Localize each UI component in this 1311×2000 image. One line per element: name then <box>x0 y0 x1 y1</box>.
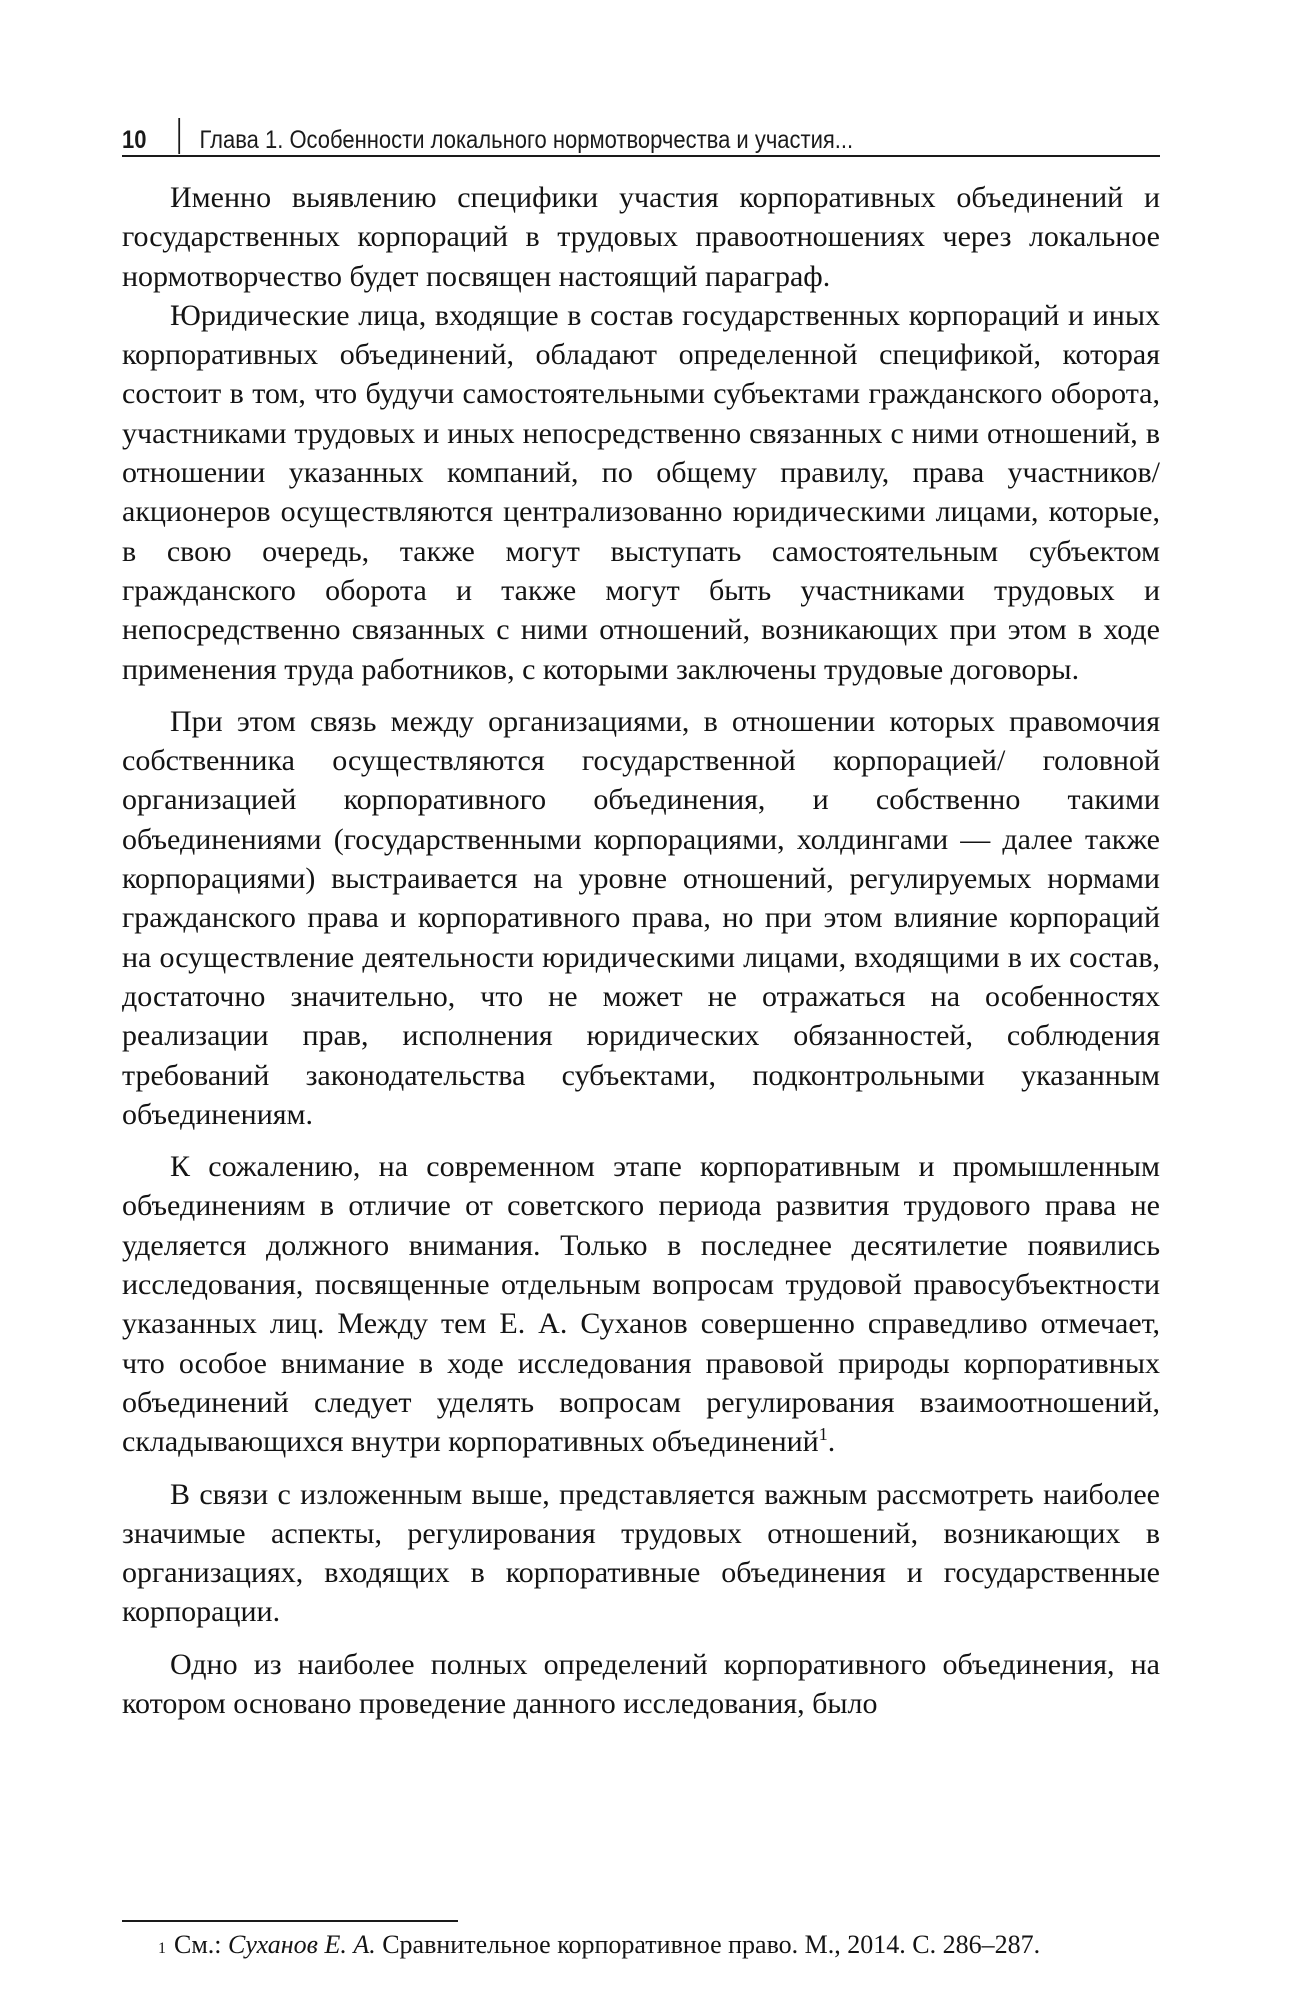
page-number: 10 <box>122 126 147 154</box>
footnote-mark: 1 <box>158 1940 166 1957</box>
footnote-rule <box>122 1920 458 1922</box>
header-separator <box>178 118 180 154</box>
footnote-prefix: См.: <box>174 1930 222 1959</box>
paragraph: К сожалению, на современном этапе корпоративным и промышленным объединениям в отличие от советского периода развития трудового права не уделяется должного внимания. Только в последнее десятилетие появились исследования, посвященные отдельным вопросам трудовой правосубъектности указанных лиц. Между тем Е. А. Суханов совершенно справедливо отмечает, что особое внимание в ходе исследования правовой природы корпоративных объединений следует уделять вопросам регулирования взаимоотношений, складывающихся внутри корпоративных объединений$^1$. <box>122 1150 1160 1459</box>
paragraph: Именно выявлению специфики участия корпоративных объединений и государственных корпораций в трудовых правоотношениях через локальное нормотворчество будет посвящен настоящий параграф. <box>122 181 1160 293</box>
header-rule <box>122 155 1160 157</box>
paragraph-text: К сожалению, на современном этапе корпоративным и промышленным объединениям в отличие от советского периода развития трудового права не уделяется должного внимания. Только в последнее десятилетие появились исследования, посвященные отдельным вопросам трудовой правосубъектности указанных лиц. Между тем Е. А. Суханов совершенно справедливо отмечает, что особое внимание в ходе исследования правовой природы корпоративных объединений следует уделять вопросам регулирования взаимоотношений, складывающихся внутри корпоративных объединений <box>122 1150 1160 1459</box>
footnote-reference: 1 <box>818 1424 828 1445</box>
running-title: Глава 1. Особенности локального нормотворчества и участия... <box>199 126 854 154</box>
paragraph: В связи с изложенным выше, представляется важным рассмотреть наиболее значимые аспекты, регулирования трудовых отношений, возникающих в организациях, входящих в корпоративные объединения и государственные корпорации. <box>122 1477 1160 1629</box>
footnote <box>158 1928 1160 1962</box>
paragraph: Одно из наиболее полных определений корпоративного объединения, на котором основано проведение данного исследования, было <box>122 1647 1160 1720</box>
footnote-citation: Сравнительное корпоративное право. М., 2014. С. 286–287. <box>382 1930 1041 1959</box>
paragraph: Юридические лица, входящие в состав государственных корпораций и иных корпоративных объединений, обладают определенной спецификой, которая состоит в том, что будучи самостоятельными субъектами гражданского оборота, участниками трудовых и иных непосредственно связанных с ними отношений, в отношении указанных компаний, по общему правилу, права участников/акционеров осуществляются централизованно юридическими лицами, которые, в свою очередь, также могут выступать самостоятельным субъектом гражданского оборота и также могут быть участниками трудовых и непосредственно связанных с ними отношений, возникающих при этом в ходе применения труда работников, с которыми заключены трудовые договоры. <box>122 298 1160 686</box>
paragraph: При этом связь между организациями, в отношении которых правомочия собственника осуществляются государственной корпорацией/ головной организацией корпоративного объединения, и собственно такими объединениями (государственными корпорациями, холдингами — далее также корпорациями) выстраивается на уровне отношений, регулируемых нормами гражданского права и корпоративного права, но при этом влияние корпораций на осуществление деятельности юридическими лицами, входящими в их состав, достаточно значительно, что не может не отражаться на особенностях реализации прав, исполнения юридических обязанностей, соблюдения требований законодательства субъектами, подконтрольными указанным объединениям. <box>122 704 1160 1131</box>
footnote-author: Суханов Е. А. <box>228 1930 376 1959</box>
main-text <box>122 178 1160 1723</box>
running-header <box>122 112 1035 155</box>
